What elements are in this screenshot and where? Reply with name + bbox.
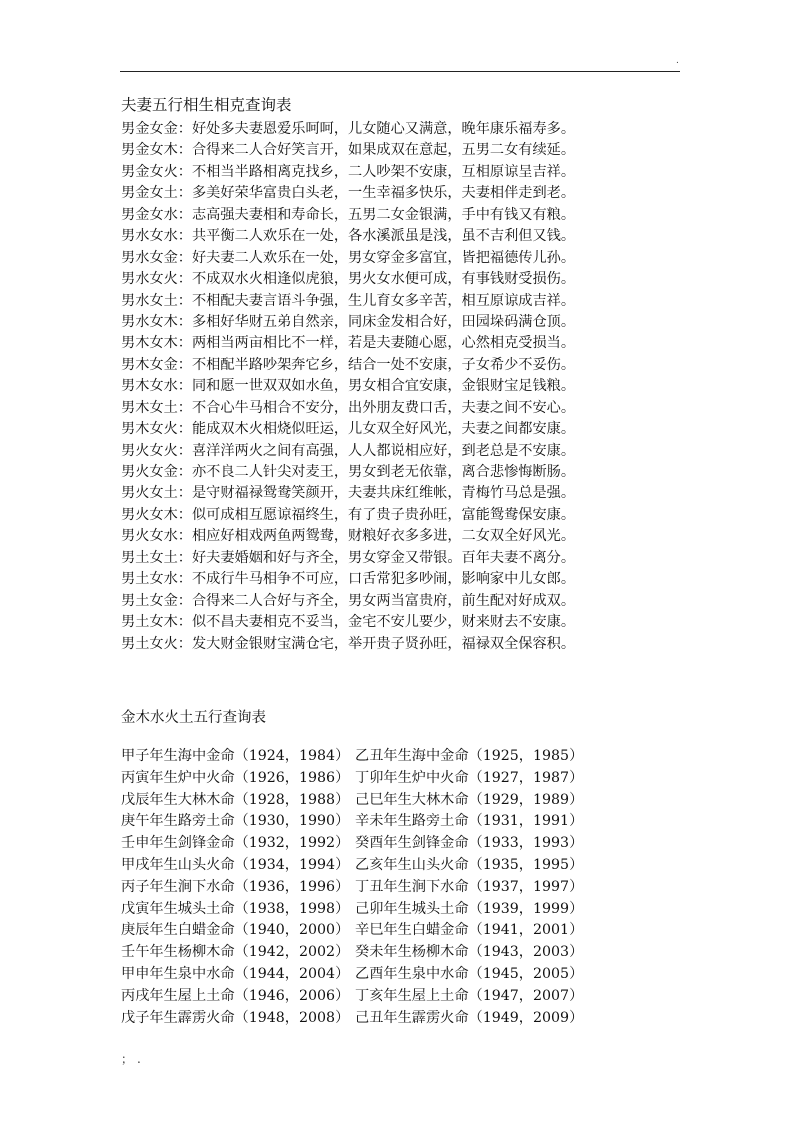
year-element-row: [121, 855, 583, 877]
year-element-entry: 丙子年生涧下水命（1936，1996）: [121, 878, 350, 895]
couple-element-row: 男火女水：相应好相戏两鱼两鸳鸯，财粮好衣多多进，二女双全好风光。: [121, 528, 576, 545]
couple-element-row: 男水女火：不成双水火相逢似虎狼，男火女水便可成，有事钱财受损伤。: [121, 271, 576, 288]
couple-element-row: 男木女金：不相配半路吵架奔它乡，结合一处不安康，子女希少不妥伤。: [121, 356, 576, 373]
year-element-row: [121, 942, 583, 964]
couple-element-row: 男水女金：好夫妻二人欢乐在一处，男女穿金多富宜，皆把福德传儿孙。: [121, 249, 576, 266]
year-element-entry: 戊寅年生城头土命（1938，1998）: [121, 900, 350, 917]
year-element-row: [121, 790, 583, 812]
header-rule: [120, 71, 680, 72]
year-element-entry: 戊辰年生大林木命（1928，1988）: [121, 791, 350, 808]
year-element-entry: 乙酉年生泉中水命（1945，2005）: [355, 965, 584, 982]
couple-element-row: 男土女土：好夫妻婚姻和好与齐全，男女穿金又带银。百年夫妻不离分。: [121, 549, 576, 566]
couple-element-row: 男水女水：共平衡二人欢乐在一处，各水溪派虽是浅，虽不吉利但又钱。: [121, 228, 576, 245]
year-element-entry: 癸酉年生剑锋金命（1933，1993）: [355, 835, 584, 852]
couple-element-row: 男木女土：不合心牛马相合不安分，出外朋友费口舌，夫妻之间不安心。: [121, 399, 576, 416]
couple-element-row: 男水女木：多相好华财五弟自然亲，同床金发相合好，田园垛码满仓顶。: [121, 313, 576, 330]
year-element-entry: 甲申年生泉中水命（1944，2004）: [121, 965, 350, 982]
couple-element-row: 男火女火：喜洋洋两火之间有高强，人人都说相应好，到老总是不安康。: [121, 442, 576, 459]
couple-element-row: 男金女土：多美好荣华富贵白头老，一生幸福多快乐，夫妻相伴走到老。: [121, 185, 576, 202]
couple-element-row: 男金女火：不相当半路相离克找乡，二人吵架不安康，互相原谅呈吉祥。: [121, 163, 576, 180]
couple-element-row: 男火女木：似可成相互愿谅福终生，有了贵子贵孙旺，富能鸳鸯保安康。: [121, 506, 576, 523]
year-element-entry: 己丑年生霹雳火命（1949，2009）: [355, 1009, 584, 1026]
year-element-entry: 癸未年生杨柳木命（1943，2003）: [355, 944, 584, 961]
header-corner-mark: .: [676, 56, 679, 66]
year-element-entry: 丙寅年生炉中火命（1926，1986）: [121, 769, 350, 786]
year-element-entry: 戊子年生霹雳火命（1948，2008）: [121, 1009, 350, 1026]
footer-mark: ；.: [121, 1052, 145, 1066]
couple-element-row: 男火女土：是守财福禄鸳鸯笑颜开，夫妻共床红维帐，青梅竹马总是强。: [121, 485, 576, 502]
couple-element-row: 男火女金：亦不良二人针尖对麦王，男女到老无依靠，离合悲惨悔断肠。: [121, 464, 576, 480]
five-elements-year-list: [121, 746, 583, 1029]
year-element-entry: 己卯年生城头土命（1939，1999）: [355, 900, 584, 917]
year-element-entry: 丁卯年生炉中火命（1927，1987）: [355, 769, 584, 786]
year-element-row: [121, 746, 583, 768]
couple-element-row: 男土女水：不成行牛马相争不可应，口舌常犯多吵闹，影响家中儿女郎。: [121, 571, 576, 588]
year-element-entry: 庚辰年生白蜡金命（1940，2000）: [121, 922, 350, 939]
couple-element-row: 男土女金：合得来二人合好与齐全，男女两当富贵府，前生配对好成双。: [121, 592, 576, 609]
year-element-entry: 丙戌年生屋上土命（1946，2006）: [121, 987, 350, 1004]
year-element-entry: 乙丑年生海中金命（1925，1985）: [355, 748, 584, 764]
year-element-row: [121, 1008, 583, 1030]
couple-element-row: 男土女木：似不昌夫妻相克不妥当，金宅不安儿要少，财来财去不安康。: [121, 614, 576, 631]
year-element-entry: 庚午年生路旁土命（1930，1990）: [121, 813, 350, 830]
year-element-row: [121, 986, 583, 1008]
year-element-entry: 甲戌年生山头火命（1934，1994）: [121, 856, 350, 873]
year-element-entry: 乙亥年生山头火命（1935，1995）: [355, 856, 584, 873]
section-title-couple-elements: 夫妻五行相生相克查询表: [121, 96, 292, 114]
couple-element-row: 男金女水：志高强夫妻相和寿命长，五男二女金银满，手中有钱又有粮。: [121, 206, 576, 223]
couple-element-row: 男金女金：好处多夫妻恩爱乐呵呵，儿女随心又满意，晚年康乐福寿多。: [121, 121, 576, 137]
year-element-entry: 甲子年生海中金命（1924，1984）: [121, 748, 350, 764]
couple-element-row: 男土女火：发大财金银财宝满仓宅，举开贵子贤孙旺，福禄双全保容积。: [121, 635, 576, 652]
year-element-row: [121, 877, 583, 899]
year-element-entry: 丁亥年生屋上土命（1947，2007）: [355, 987, 584, 1004]
couple-element-row: 男木女木：两相当两亩相比不一样，若是夫妻随心愿，心然相克受损当。: [121, 335, 576, 352]
couple-element-row: 男水女土：不相配夫妻言语斗争强，生儿育女多辛苦，相互原谅成吉祥。: [121, 292, 576, 309]
year-element-row: [121, 833, 583, 855]
couple-elements-list: [121, 119, 575, 655]
couple-element-row: 男金女木：合得来二人合好笑言开，如果成双在意起，五男二女有续延。: [121, 142, 576, 159]
year-element-row: [121, 964, 583, 986]
year-element-row: [121, 768, 583, 790]
section-title-five-elements: 金木水火土五行查询表: [121, 710, 266, 726]
year-element-row: [121, 899, 583, 921]
couple-element-row: 男木女火：能成双木火相烧似旺运，儿女双全好风光，夫妻之间都安康。: [121, 421, 576, 438]
couple-element-row: 男木女水：同和愿一世双双如水鱼，男女相合宜安康，金银财宝足钱粮。: [121, 378, 576, 395]
year-element-row: [121, 811, 583, 833]
year-element-entry: 丁丑年生涧下水命（1937，1997）: [355, 878, 584, 895]
year-element-entry: 壬申年生剑锋金命（1932，1992）: [121, 835, 350, 852]
year-element-entry: 辛巳年生白蜡金命（1941，2001）: [355, 922, 584, 939]
year-element-entry: 辛未年生路旁土命（1931，1991）: [355, 813, 584, 830]
year-element-row: [121, 920, 583, 942]
year-element-entry: 己巳年生大林木命（1929，1989）: [355, 791, 584, 808]
year-element-entry: 壬午年生杨柳木命（1942，2002）: [121, 944, 350, 961]
